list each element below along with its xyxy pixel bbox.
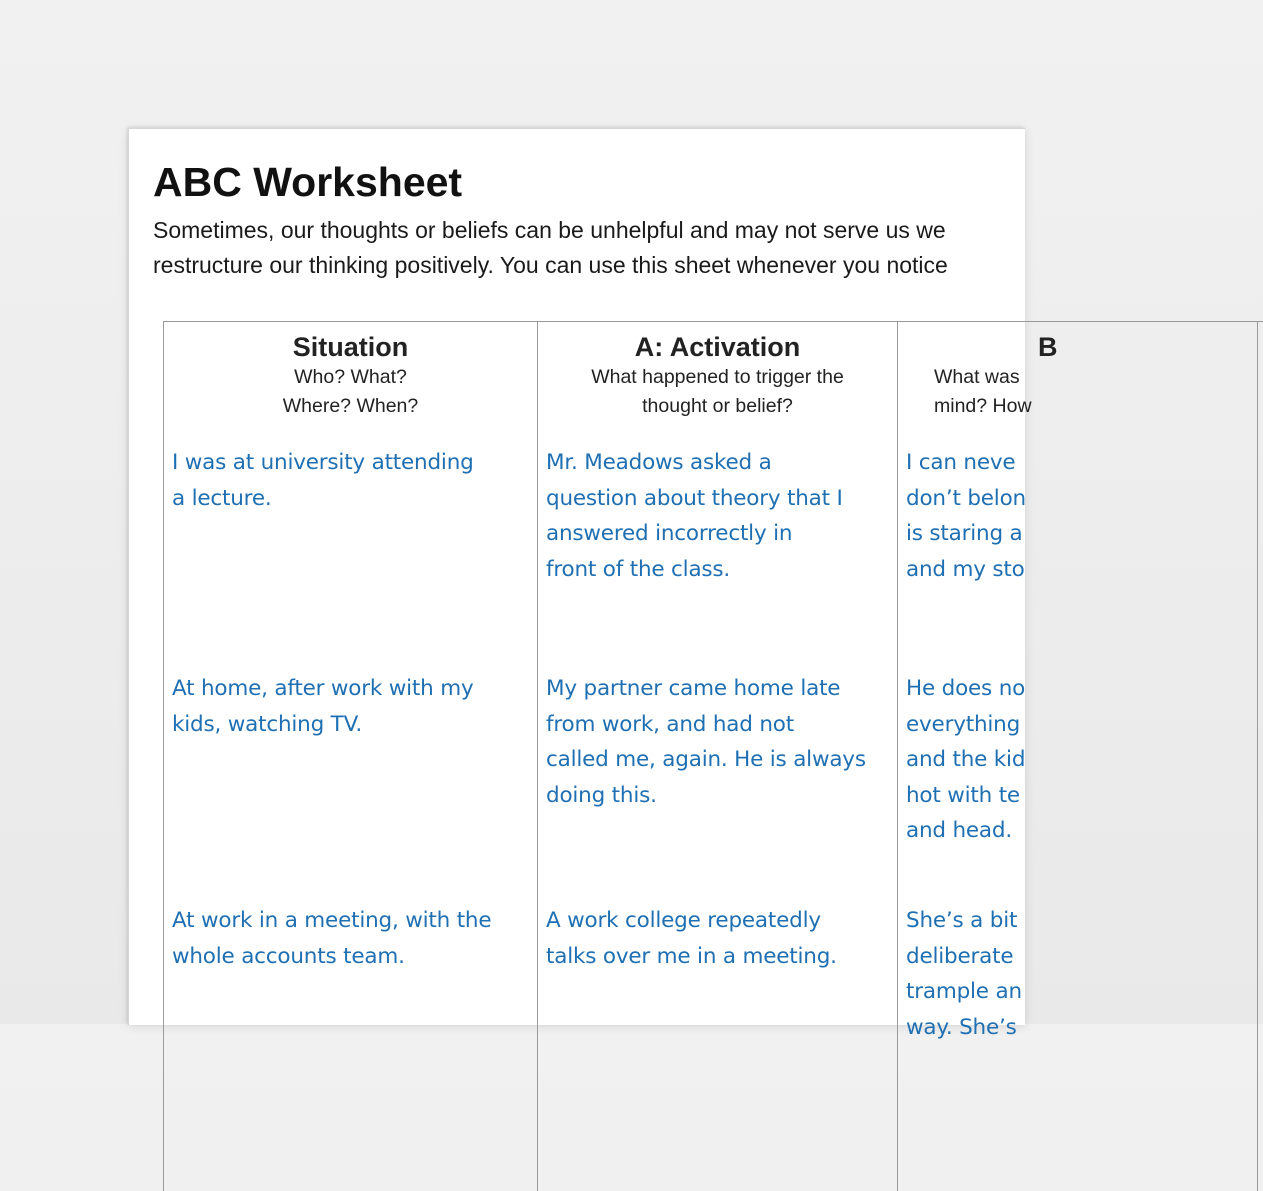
header-subtitle: thought or belief? — [642, 395, 793, 417]
header-subtitle: Where? When? — [282, 395, 419, 417]
header-title: Situation — [292, 332, 409, 362]
situation-cell[interactable] — [163, 891, 538, 1191]
handwritten-line: front of the class. — [546, 556, 731, 582]
activation-cell[interactable] — [538, 433, 898, 659]
activation-cell[interactable] — [538, 891, 898, 1191]
header-activation — [538, 321, 898, 433]
worksheet-intro — [153, 213, 948, 283]
situation-cell[interactable] — [163, 659, 538, 891]
situation-cell[interactable] — [163, 433, 538, 659]
belief-cell[interactable] — [898, 659, 1258, 891]
handwritten-line: trample an — [906, 979, 1022, 1004]
header-belief — [898, 321, 1258, 433]
header-subtitle: Who? What? — [294, 366, 407, 388]
intro-line: Sometimes, our thoughts or beliefs can be unhelpful and may not serve us we — [153, 217, 946, 243]
handwritten-line: way. She’s — [906, 1014, 1017, 1040]
handwritten-line: whole accounts team. — [172, 943, 405, 969]
header-subtitle: What was — [934, 366, 1020, 388]
handwritten-line: She’s a bit — [906, 908, 1018, 933]
handwritten-line: and head. — [906, 818, 1012, 843]
worksheet-title: ABC Worksheet — [153, 159, 463, 205]
handwritten-line: from work, and had not — [546, 711, 794, 737]
handwritten-line: At work in a meeting, with the — [172, 908, 492, 933]
handwritten-line: everything — [906, 711, 1021, 737]
handwritten-line: don’t belon — [906, 485, 1026, 511]
handwritten-line: called me, again. He is always — [546, 747, 866, 772]
activation-cell[interactable] — [538, 659, 898, 891]
handwritten-line: A work college repeatedly — [546, 908, 821, 933]
handwritten-line: and the kid — [906, 747, 1026, 772]
handwritten-line: At home, after work with my — [172, 676, 474, 701]
handwritten-line: I can neve — [906, 450, 1016, 475]
handwritten-line: answered incorrectly in — [546, 521, 793, 546]
header-subtitle: mind? How — [934, 395, 1032, 417]
handwritten-line: doing this. — [546, 782, 657, 808]
header-title: A: Activation — [634, 332, 801, 362]
handwritten-line: He does no — [906, 676, 1026, 701]
handwritten-line: talks over me in a meeting. — [546, 943, 837, 969]
handwritten-line: and my sto — [906, 556, 1025, 582]
handwritten-line: hot with te — [906, 782, 1020, 808]
belief-cell[interactable] — [898, 433, 1258, 659]
handwritten-line: deliberate — [906, 943, 1014, 969]
handwritten-line: My partner came home late — [546, 676, 841, 701]
worksheet-page — [128, 128, 1058, 1040]
belief-cell[interactable] — [898, 891, 1258, 1191]
header-situation — [163, 321, 538, 433]
header-subtitle: What happened to trigger the — [591, 366, 844, 388]
handwritten-line: a lecture. — [172, 485, 272, 511]
handwritten-line: Mr. Meadows asked a — [546, 450, 772, 475]
handwritten-line: question about theory that I — [546, 485, 843, 511]
header-title: B — [1038, 332, 1058, 362]
handwritten-line: kids, watching TV. — [172, 711, 362, 737]
intro-line: restructure our thinking positively. You can use this sheet whenever you notice — [153, 252, 948, 278]
handwritten-line: is staring a — [906, 521, 1023, 546]
handwritten-line: I was at university attending — [172, 450, 474, 475]
